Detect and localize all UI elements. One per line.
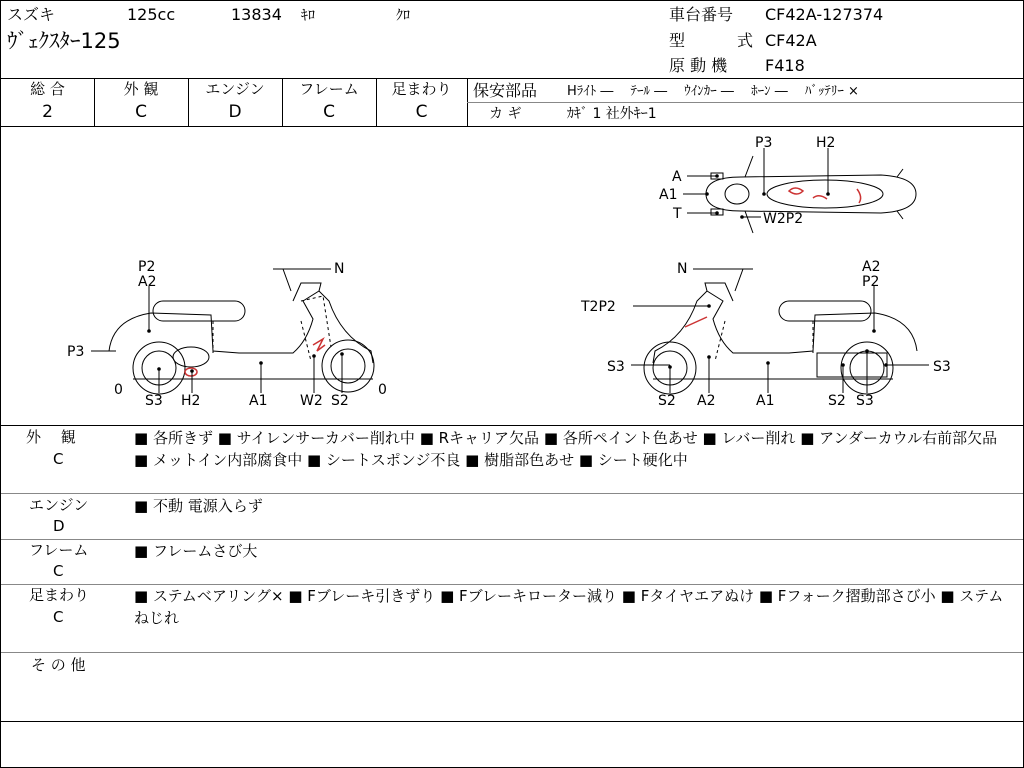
color: ｸﾛ	[396, 8, 410, 24]
suspension-grade: C	[415, 102, 428, 122]
key-value: ｶｷﾞ 1 社外ｷｰ1	[567, 106, 657, 122]
label-right-n: N	[677, 261, 688, 277]
label-top-h2: H2	[816, 135, 836, 151]
remark-suspension-text: ■ ステムベアリング× ■ Fブレーキ引きずり ■ Fブレーキローター減り ■ Fタイヤエアぬけ ■ Fフォーク摺動部さび小 ■ ステムねじれ	[134, 587, 1004, 627]
overall-grade-label: 総 合	[30, 80, 65, 98]
suspension-grade-label: 足まわり	[391, 80, 452, 98]
label-top-t: T	[673, 206, 682, 222]
label-left-p3: P3	[67, 344, 85, 360]
label-right-s3c: S3	[856, 393, 874, 409]
label-right-s3b: S3	[933, 359, 951, 375]
label-left-s2: S2	[331, 393, 349, 409]
label-left-0b: 0	[378, 382, 387, 398]
label-right-t2p2: T2P2	[581, 299, 616, 315]
type-value: CF42A	[765, 31, 817, 50]
engine-model-label: 原 動 機	[669, 56, 728, 75]
label-left-w2: W2	[300, 393, 323, 409]
label-right-a1: A1	[756, 393, 775, 409]
frame-grade-label: フレーム	[299, 80, 359, 98]
label-right-p2: P2	[862, 274, 880, 290]
scooter-top-view	[706, 156, 916, 233]
type-label-2: 式	[737, 31, 754, 50]
remark-exterior-text: ■ 各所きず ■ サイレンサーカバー削れ中 ■ Rキャリア欠品 ■ 各所ペイント色あせ ■ レバー削れ ■ アンダーカウル右前部欠品 ■ メットイン内部腐食中 ■ シートスポンジ不良 ■ 樹脂部色あせ ■ シート硬化中	[134, 429, 998, 469]
label-left-n: N	[334, 261, 345, 277]
label-left-h2: H2	[181, 393, 201, 409]
remark-exterior-label: 外 観	[26, 428, 76, 446]
label-top-a: A	[672, 169, 682, 185]
remark-exterior-grade: C	[53, 450, 64, 468]
remark-engine-grade: D	[53, 517, 65, 535]
engine-grade: D	[228, 102, 242, 122]
exterior-grade: C	[135, 102, 147, 122]
overall-grade: 2	[42, 102, 53, 122]
safety-parts-items: Hﾗｲﾄ ― ﾃｰﾙ ― ｳｲﾝｶｰ ― ﾎｰﾝ ― ﾊﾞｯﾃﾘｰ ×	[567, 84, 859, 99]
remark-suspension-label: 足まわり	[29, 586, 90, 604]
label-left-0a: 0	[114, 382, 123, 398]
label-right-a2b: A2	[697, 393, 716, 409]
label-left-p2: P2	[138, 259, 156, 275]
remark-other-label: そ の 他	[31, 656, 86, 674]
model-name: ｳﾞｪｸｽﾀｰ125	[7, 29, 121, 53]
label-left-s3: S3	[145, 393, 163, 409]
exterior-grade-label: 外 観	[123, 80, 159, 98]
label-right-s2a: S2	[658, 393, 676, 409]
damage-diagram	[1, 127, 1023, 425]
label-right-s3a: S3	[607, 359, 625, 375]
frame-no-label: 車台番号	[669, 5, 734, 24]
type-label-1: 型	[669, 31, 686, 50]
label-top-a1: A1	[659, 187, 678, 203]
key-label: カ ギ	[489, 106, 522, 122]
remark-engine-label: エンジン	[29, 496, 89, 514]
safety-parts-label: 保安部品	[473, 81, 538, 100]
frame-grade: C	[323, 102, 335, 122]
label-right-a2: A2	[862, 259, 881, 275]
frame-no: CF42A-127374	[765, 5, 884, 24]
label-top-w2p2: W2P2	[763, 211, 804, 227]
engine-grade-label: エンジン	[205, 80, 265, 98]
mileage-unit: ｷﾛ	[301, 8, 315, 24]
label-right-s2b: S2	[828, 393, 846, 409]
engine-model: F418	[765, 56, 805, 75]
label-left-a1: A1	[249, 393, 268, 409]
remark-engine-text: ■ 不動 電源入らず	[134, 497, 263, 515]
maker: スズキ	[7, 5, 56, 24]
remark-frame-grade: C	[53, 562, 64, 580]
displacement: 125cc	[127, 5, 176, 24]
remark-frame-text: ■ フレームさび大	[134, 542, 258, 560]
label-left-a2: A2	[138, 274, 157, 290]
remark-suspension-grade: C	[53, 608, 64, 626]
mileage: 13834	[231, 5, 282, 24]
remark-frame-label: フレーム	[29, 541, 89, 559]
label-top-p3: P3	[755, 135, 773, 151]
